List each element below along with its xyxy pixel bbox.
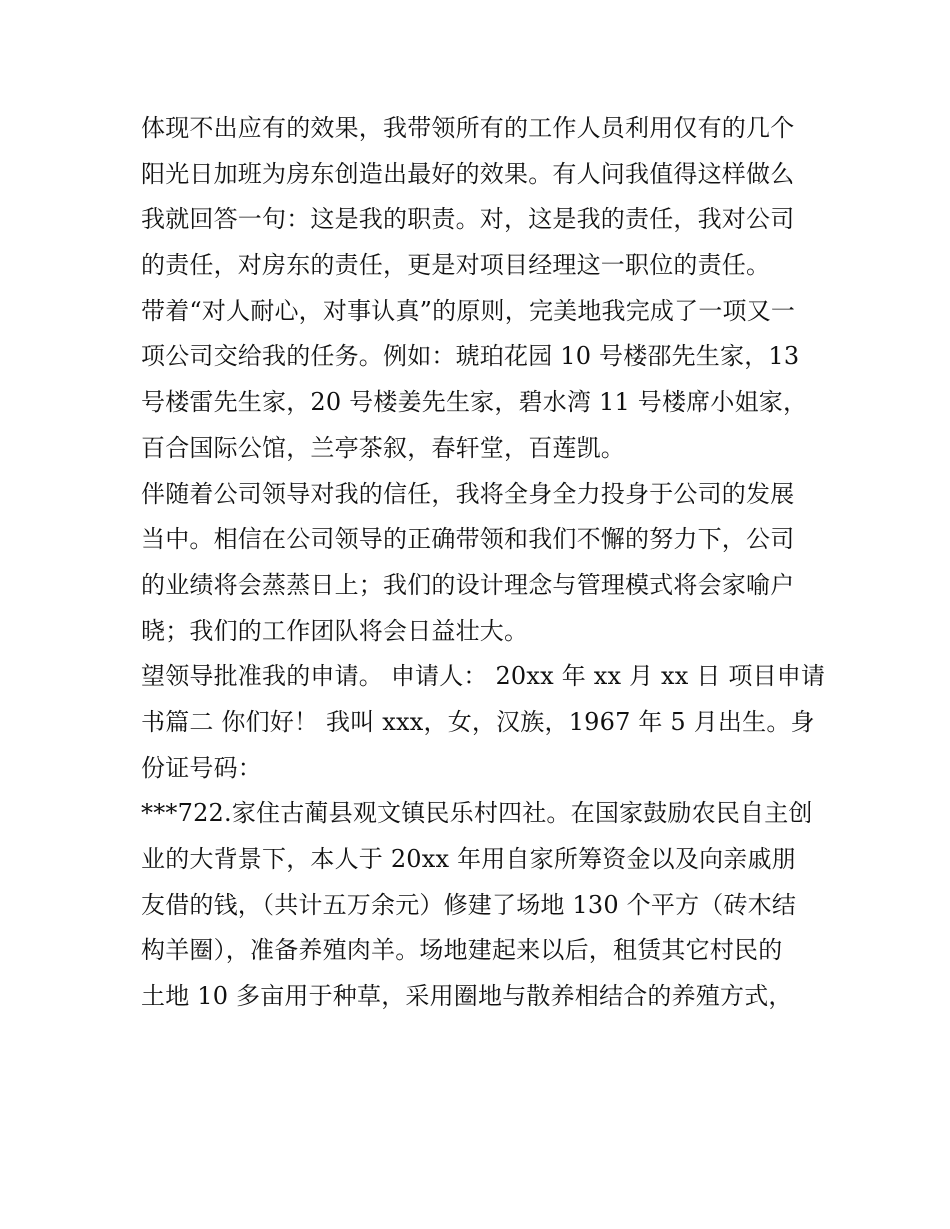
- text-line: 百合国际公馆，兰亭茶叙，春轩堂，百莲凯。: [141, 433, 625, 462]
- text-line: 份证号码：: [141, 753, 262, 782]
- text-line: 业的大背景下，本人于 20xx 年用自家所筹资金以及向亲戚朋: [141, 845, 796, 873]
- text-line: 阳光日加班为房东创造出最好的效果。有人问我值得这样做么: [141, 159, 795, 188]
- text-line: 体现不出应有的效果，我带领所有的工作人员利用仅有的几个: [141, 114, 795, 142]
- text-line: 项公司交给我的任务。例如：琥珀花园 10 号楼邵先生家，13: [141, 342, 800, 371]
- text-line: 带着“对人耐心，对事认真”的原则，完美地我完成了一项又一: [141, 296, 796, 325]
- document-body: [141, 106, 826, 1020]
- text-line: 的责任，对房东的责任，更是对项目经理这一职位的责任。: [141, 251, 771, 280]
- text-line: 当中。相信在公司领导的正确带领和我们不懈的努力下，公司: [141, 525, 795, 554]
- text-line: 望领导批准我的申请。 申请人： 20xx 年 xx 月 xx 日 项目申请: [141, 662, 826, 691]
- text-line: 伴随着公司领导对我的信任，我将全身全力投身于公司的发展: [141, 479, 795, 508]
- text-line: ***722.家住古蔺县观文镇民乐村四社。在国家鼓励农民自主创: [141, 799, 813, 828]
- text-line: 构羊圈），准备养殖肉羊。场地建起来以后，租赁其它村民的: [141, 936, 783, 965]
- text-line: 晓；我们的工作团队将会日益壮大。: [141, 616, 529, 645]
- text-line: 的业绩将会蒸蒸日上；我们的设计理念与管理模式将会家喻户: [141, 570, 795, 599]
- text-line: 号楼雷先生家，20 号楼姜先生家，碧水湾 11 号楼席小姐家，: [141, 388, 808, 417]
- text-line: 我就回答一句：这是我的职责。对，这是我的责任，我对公司: [141, 205, 795, 234]
- text-line: 书篇二 你们好！ 我叫 xxx，女，汉族，1967 年 5 月出生。身: [141, 707, 815, 736]
- text-line: 友借的钱，（共计五万余元）修建了场地 130 个平方（砖木结: [141, 890, 797, 919]
- text-line: 土地 10 多亩用于种草，采用圈地与散养相结合的养殖方式，: [141, 982, 793, 1011]
